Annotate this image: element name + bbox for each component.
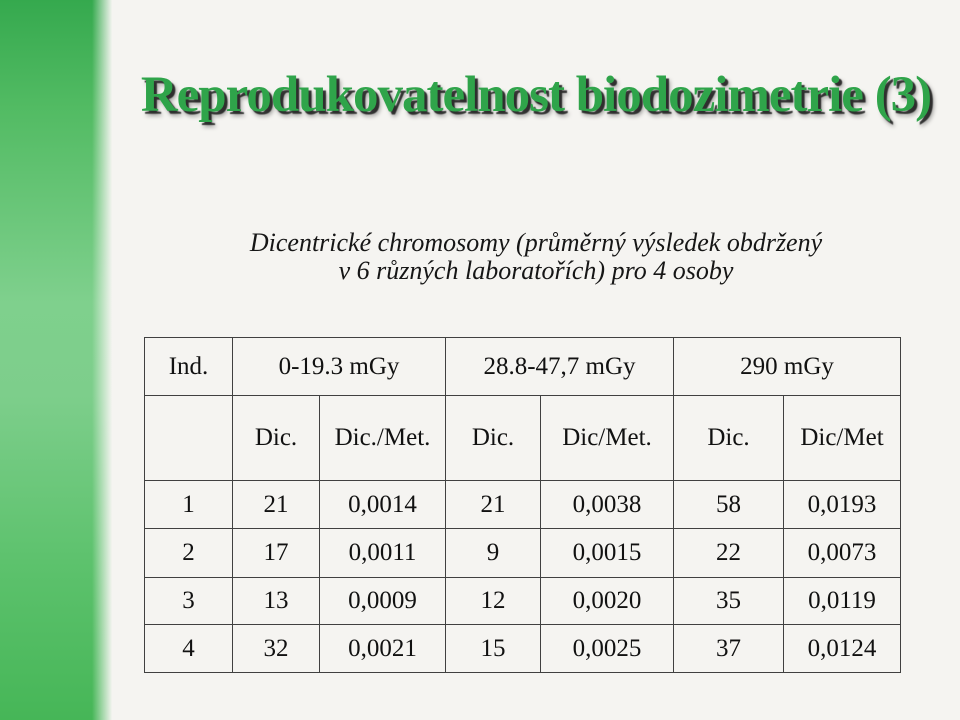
cell-value: 9	[446, 529, 541, 578]
cell-value: 0,0011	[320, 529, 446, 578]
table-row	[145, 529, 901, 578]
cell-value: 0,0009	[320, 578, 446, 625]
cell-value: 13	[233, 578, 320, 625]
cell-value: 35	[674, 578, 784, 625]
header-cell-empty	[145, 396, 233, 481]
header-cell-dic-2: Dic.	[446, 396, 541, 481]
cell-individual: 4	[145, 625, 233, 673]
header-cell-individual: Ind.	[145, 338, 233, 396]
slide-subtitle	[112, 229, 960, 285]
cell-value: 0,0124	[784, 625, 901, 673]
cell-value: 0,0025	[541, 625, 674, 673]
cell-value: 0,0119	[784, 578, 901, 625]
table-header-row-dose-groups	[145, 338, 901, 396]
subtitle-line-1: Dicentrické chromosomy (průměrný výsledek obdržený	[249, 228, 823, 257]
cell-individual: 3	[145, 578, 233, 625]
cell-value: 17	[233, 529, 320, 578]
header-cell-dicmet-1: Dic./Met.	[320, 396, 446, 481]
cell-value: 12	[446, 578, 541, 625]
left-gradient-bar	[0, 0, 114, 720]
header-cell-dicmet-3: Dic/Met	[784, 396, 901, 481]
header-cell-dose-low: 0-19.3 mGy	[233, 338, 446, 396]
cell-value: 0,0015	[541, 529, 674, 578]
cell-value: 21	[446, 481, 541, 529]
cell-value: 58	[674, 481, 784, 529]
cell-value: 32	[233, 625, 320, 673]
header-cell-dose-mid: 28.8-47,7 mGy	[446, 338, 674, 396]
subtitle-line-2: v 6 různých laboratořích) pro 4 osoby	[338, 256, 734, 285]
slide-title: Reprodukovatelnost biodozimetrie (3)	[140, 67, 932, 123]
cell-value: 0,0038	[541, 481, 674, 529]
table-row	[145, 578, 901, 625]
cell-individual: 1	[145, 481, 233, 529]
cell-value: 0,0073	[784, 529, 901, 578]
dose-results-table	[144, 337, 901, 673]
cell-value: 0,0021	[320, 625, 446, 673]
cell-value: 0,0193	[784, 481, 901, 529]
cell-value: 0,0014	[320, 481, 446, 529]
header-cell-dic-3: Dic.	[674, 396, 784, 481]
cell-value: 21	[233, 481, 320, 529]
table-row	[145, 625, 901, 673]
cell-value: 15	[446, 625, 541, 673]
cell-value: 22	[674, 529, 784, 578]
header-cell-dic-1: Dic.	[233, 396, 320, 481]
cell-individual: 2	[145, 529, 233, 578]
table-header-row-metrics	[145, 396, 901, 481]
table-row	[145, 481, 901, 529]
cell-value: 37	[674, 625, 784, 673]
header-cell-dose-high: 290 mGy	[674, 338, 901, 396]
header-cell-dicmet-2: Dic/Met.	[541, 396, 674, 481]
cell-value: 0,0020	[541, 578, 674, 625]
